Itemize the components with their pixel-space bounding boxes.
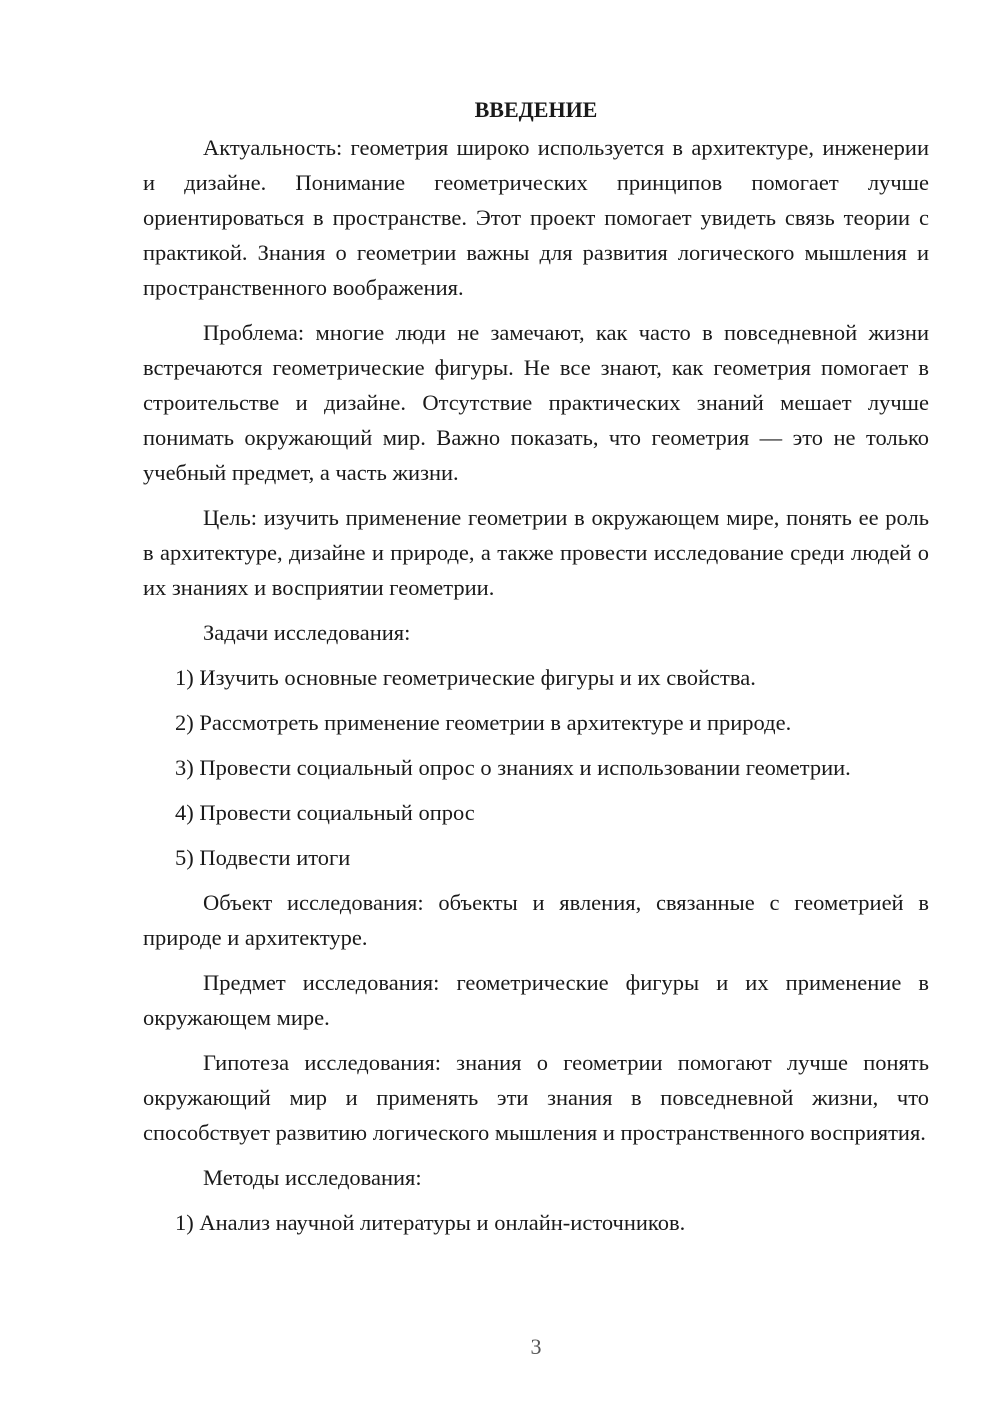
- tasks-heading: Задачи исследования:: [203, 620, 411, 645]
- methods-heading: Методы исследования:: [203, 1165, 422, 1190]
- list-item: 3) Провести социальный опрос о знаниях и использовании геометрии.: [175, 755, 851, 780]
- list-item: 1) Анализ научной литературы и онлайн-источников.: [175, 1210, 686, 1235]
- problem-paragraph: Проблема: многие люди не замечают, как часто в повседневной жизни встречаются геометрические фигуры. Не все знают, как геометрия помогает в строительстве и дизайне. Отсутствие практических знаний мешает лучше понимать окружающий мир. Важно показать, что геометрия — это не только учебный предмет, а часть жизни.: [143, 320, 929, 485]
- list-item: 2) Рассмотреть применение геометрии в архитектуре и природе.: [175, 710, 792, 735]
- list-item: 4) Провести социальный опрос: [175, 800, 475, 825]
- goal-paragraph: Цель: изучить применение геометрии в окружающем мире, понять ее роль в архитектуре, дизайне и природе, а также провести исследование среди людей о их знаниях и восприятии геометрии.: [143, 505, 929, 600]
- relevance-paragraph: Актуальность: геометрия широко используется в архитектуре, инженерии и дизайне. Понимание геометрических принципов помогает лучше ориентироваться в пространстве. Этот проект помогает увидеть связь теории с практикой. Знания о геометрии важны для развития логического мышления и пространственного воображения.: [143, 135, 929, 300]
- list-item: 5) Подвести итоги: [175, 845, 351, 870]
- document-page: [143, 94, 929, 1250]
- page-title: ВВЕДЕНИЕ: [474, 97, 598, 122]
- methods-list: [143, 1205, 929, 1240]
- tasks-list: [143, 660, 929, 875]
- hypothesis-paragraph: Гипотеза исследования: знания о геометрии помогают лучше понять окружающий мир и применять эти знания в повседневной жизни, что способствует развитию логического мышления и пространственного восприятия.: [143, 1050, 929, 1145]
- object-paragraph: Объект исследования: объекты и явления, связанные с геометрией в природе и архитектуре.: [143, 890, 929, 950]
- list-item: 1) Изучить основные геометрические фигуры и их свойства.: [175, 665, 756, 690]
- subject-paragraph: Предмет исследования: геометрические фигуры и их применение в окружающем мире.: [143, 970, 929, 1030]
- page-number: 3: [530, 1334, 542, 1359]
